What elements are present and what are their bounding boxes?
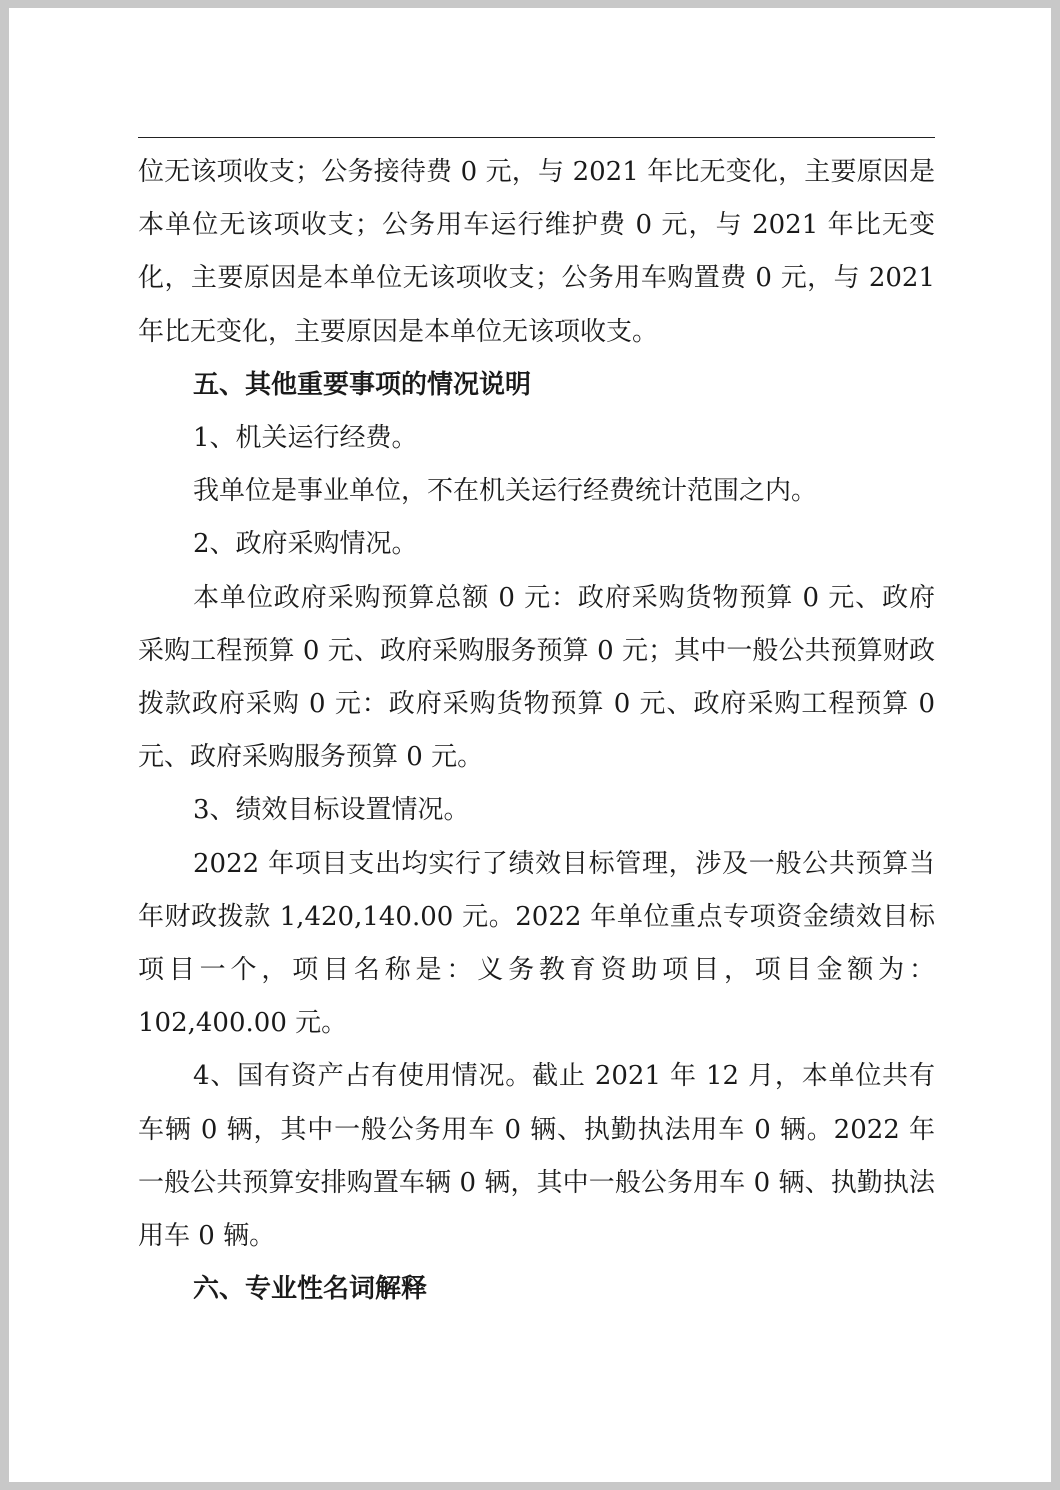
item-government-procurement: 2、政府采购情况。 — [193, 529, 418, 560]
paragraph-operating-expenses: 我单位是事业单位，不在机关运行经费统计范围之内。 — [193, 476, 818, 507]
item-performance-targets: 3、绩效目标设置情况。 — [193, 795, 470, 826]
document-page — [9, 8, 1051, 1482]
paragraph-government-procurement: 本单位政府采购预算总额 0 元：政府采购货物预算 0 元、政府采购工程预算 0 元、政府采购服务预算 0 元；其中一般公共预算财政拨款政府采购 0 元：政府采购货物预算 0 元、政府采购工程预算 0 元、政府采购服务预算 0 元。 — [138, 582, 935, 773]
paragraph-performance-targets: 2022 年项目支出均实行了绩效目标管理，涉及一般公共预算当年财政拨款 1,420,140.00 元。2022 年单位重点专项资金绩效目标项目一个，项目名称是：义务教育资助项目，项目金额为：102,400.00 元。 — [138, 848, 935, 1039]
header-rule — [138, 137, 935, 138]
section-heading-terminology: 六、专业性名词解释 — [193, 1274, 428, 1305]
paragraph-continuation: 位无该项收支；公务接待费 0 元，与 2021 年比无变化，主要原因是本单位无该项收支；公务用车运行维护费 0 元，与 2021 年比无变化，主要原因是本单位无该项收支；公务用车购置费 0 元，与 2021 年比无变化，主要原因是本单位无该项收支。 — [138, 157, 935, 347]
section-heading-other-matters: 五、其他重要事项的情况说明 — [193, 369, 532, 400]
document-body — [138, 146, 935, 1316]
paragraph-state-assets: 4、国有资产占有使用情况。截止 2021 年 12 月，本单位共有车辆 0 辆，其中一般公务用车 0 辆、执勤执法用车 0 辆。2022 年一般公共预算安排购置车辆 0 辆，其中一般公务用车 0 辆、执勤执法用车 0 辆。 — [138, 1061, 935, 1252]
item-operating-expenses: 1、机关运行经费。 — [193, 423, 418, 454]
